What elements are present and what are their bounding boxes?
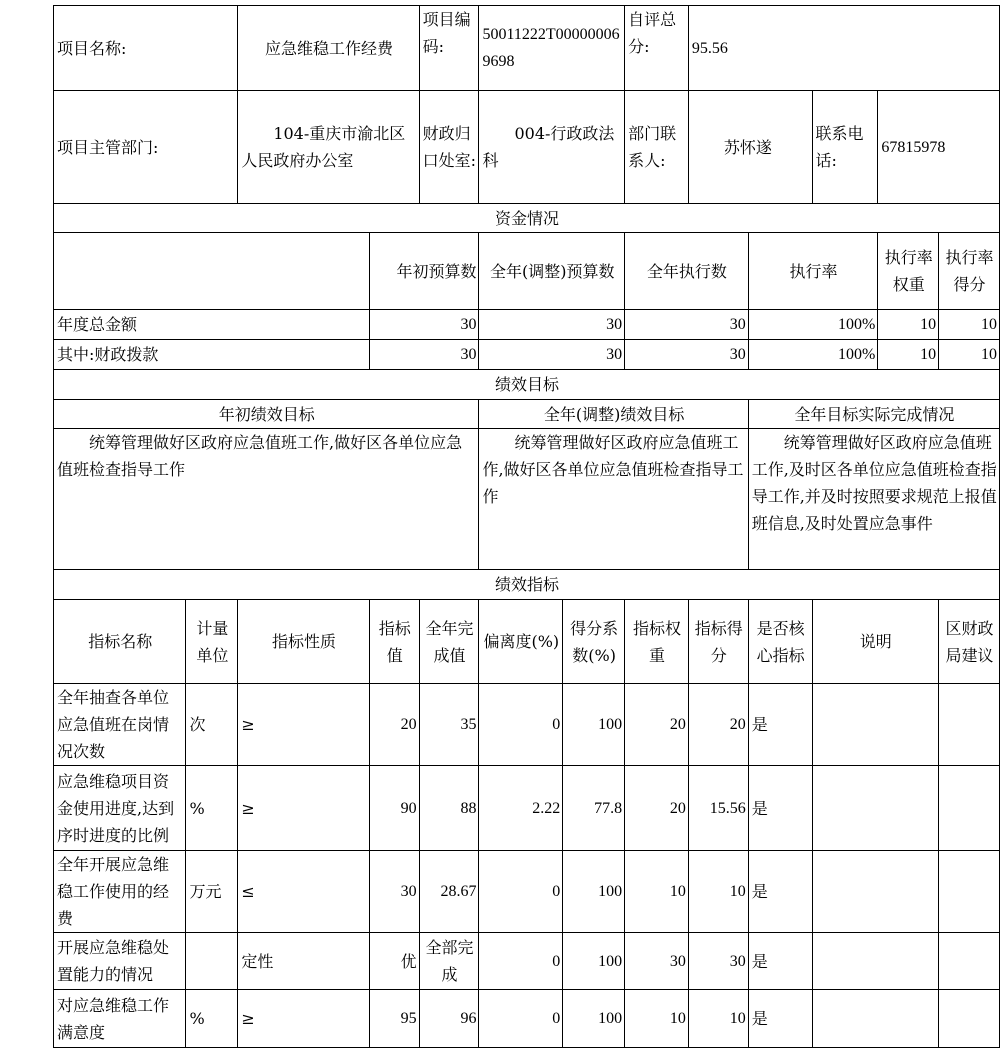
project-name-value: 应急维稳工作经费 [238, 6, 419, 91]
goals-actual-text: 统筹管理做好区政府应急值班工作,及时区各单位应急值班检查指导工作,并及时按照要求规范上报值班信息,及时处置应急事件 [748, 429, 999, 570]
project-code-label: 项目编码: [419, 6, 479, 91]
indicator-suggest [939, 684, 1000, 766]
funds-cell: 10 [878, 340, 939, 370]
indicator-note [812, 933, 939, 990]
indicator-header-nature: 指标性质 [238, 600, 369, 684]
funds-cell: 10 [939, 340, 1000, 370]
funds-row-label: 年度总金额 [54, 310, 370, 340]
dept-label: 项目主管部门: [54, 91, 238, 204]
goals-section-title: 绩效目标 [54, 370, 1000, 400]
indicator-nature: ≥ [238, 684, 369, 766]
indicator-core: 是 [748, 990, 812, 1048]
indicator-note [812, 990, 939, 1048]
indicator-header-note: 说明 [812, 600, 939, 684]
funds-cell: 30 [369, 310, 479, 340]
funds-row-total [54, 310, 1000, 340]
finance-office-value: 004-行政政法科 [479, 91, 625, 204]
indicator-deviation: 0 [479, 684, 563, 766]
indicator-weight: 10 [625, 851, 689, 933]
phone-label: 联系电话: [812, 91, 878, 204]
indicator-core: 是 [748, 684, 812, 766]
indicator-suggest [939, 851, 1000, 933]
indicator-suggest [939, 990, 1000, 1048]
funds-header-adjusted: 全年(调整)预算数 [479, 233, 625, 310]
indicator-actual: 全部完成 [419, 933, 479, 990]
indicator-row [54, 990, 1000, 1048]
project-code-value: 50011222T000000069698 [479, 6, 625, 91]
indicator-actual: 35 [419, 684, 479, 766]
funds-cell: 30 [625, 310, 749, 340]
indicator-suggest [939, 766, 1000, 851]
funds-cell: 10 [939, 310, 1000, 340]
indicator-note [812, 766, 939, 851]
indicator-target: 90 [369, 766, 419, 851]
indicators-header-row [54, 600, 1000, 684]
funds-row-fiscal [54, 340, 1000, 370]
indicator-deviation: 0 [479, 851, 563, 933]
phone-value: 67815978 [878, 91, 1000, 204]
finance-office-label: 财政归口处室: [419, 91, 479, 204]
goals-initial-text: 统筹管理做好区政府应急值班工作,做好区各单位应急值班检查指导工作 [54, 429, 479, 570]
indicator-deviation: 2.22 [479, 766, 563, 851]
funds-header-blank [54, 233, 370, 310]
performance-self-evaluation-table [53, 5, 1000, 1048]
funds-header-initial: 年初预算数 [369, 233, 479, 310]
indicator-unit: % [186, 766, 238, 851]
indicator-actual: 88 [419, 766, 479, 851]
self-score-value: 95.56 [688, 6, 999, 91]
indicator-header-core: 是否核心指标 [748, 600, 812, 684]
indicator-actual: 96 [419, 990, 479, 1048]
indicators-section-title: 绩效指标 [54, 570, 1000, 600]
indicator-target: 优 [369, 933, 419, 990]
indicator-row [54, 933, 1000, 990]
indicator-header-score: 指标得分 [688, 600, 748, 684]
indicator-header-deviation: 偏离度(%) [479, 600, 563, 684]
indicator-coef: 100 [563, 684, 625, 766]
dept-value: 104-重庆市渝北区人民政府办公室 [238, 91, 419, 204]
indicator-deviation: 0 [479, 990, 563, 1048]
funds-header-rate: 执行率 [748, 233, 878, 310]
indicator-unit: 次 [186, 684, 238, 766]
indicator-target: 30 [369, 851, 419, 933]
self-score-label: 自评总分: [625, 6, 689, 91]
indicator-coef: 100 [563, 851, 625, 933]
indicator-name: 对应急维稳工作满意度 [54, 990, 186, 1048]
indicator-row [54, 766, 1000, 851]
contact-label: 部门联系人: [625, 91, 689, 204]
goals-actual-header: 全年目标实际完成情况 [748, 400, 999, 429]
indicator-suggest [939, 933, 1000, 990]
funds-row-label: 其中:财政拨款 [54, 340, 370, 370]
indicator-header-unit: 计量单位 [186, 600, 238, 684]
indicator-weight: 20 [625, 766, 689, 851]
goals-adjusted-header: 全年(调整)绩效目标 [479, 400, 748, 429]
indicator-coef: 77.8 [563, 766, 625, 851]
funds-header-rate-score: 执行率得分 [939, 233, 1000, 310]
indicator-name: 全年抽查各单位应急值班在岗情况次数 [54, 684, 186, 766]
indicator-weight: 10 [625, 990, 689, 1048]
indicator-header-suggest: 区财政局建议 [939, 600, 1000, 684]
funds-cell: 100% [748, 310, 878, 340]
funds-header-row [54, 233, 1000, 310]
indicator-score: 20 [688, 684, 748, 766]
indicator-note [812, 851, 939, 933]
indicator-actual: 28.67 [419, 851, 479, 933]
indicator-nature: ≤ [238, 851, 369, 933]
indicator-core: 是 [748, 766, 812, 851]
indicator-deviation: 0 [479, 933, 563, 990]
indicator-name: 全年开展应急维稳工作使用的经费 [54, 851, 186, 933]
funds-cell: 30 [479, 340, 625, 370]
indicator-nature: 定性 [238, 933, 369, 990]
goals-header-row [54, 400, 1000, 429]
funds-header-rate-weight: 执行率权重 [878, 233, 939, 310]
indicator-coef: 100 [563, 990, 625, 1048]
indicator-header-coef: 得分系数(%) [563, 600, 625, 684]
indicator-core: 是 [748, 933, 812, 990]
indicator-score: 30 [688, 933, 748, 990]
indicator-header-weight: 指标权重 [625, 600, 689, 684]
indicator-header-target: 指标值 [369, 600, 419, 684]
funds-header-executed: 全年执行数 [625, 233, 749, 310]
indicator-header-actual: 全年完成值 [419, 600, 479, 684]
indicator-target: 20 [369, 684, 419, 766]
project-name-label: 项目名称: [54, 6, 238, 91]
indicator-score: 15.56 [688, 766, 748, 851]
indicator-note [812, 684, 939, 766]
indicator-weight: 30 [625, 933, 689, 990]
indicator-weight: 20 [625, 684, 689, 766]
funds-cell: 10 [878, 310, 939, 340]
indicator-core: 是 [748, 851, 812, 933]
indicator-unit: 万元 [186, 851, 238, 933]
indicator-target: 95 [369, 990, 419, 1048]
indicator-coef: 100 [563, 933, 625, 990]
funds-cell: 100% [748, 340, 878, 370]
funds-cell: 30 [369, 340, 479, 370]
funds-section-title: 资金情况 [54, 204, 1000, 233]
indicator-nature: ≥ [238, 990, 369, 1048]
indicator-score: 10 [688, 851, 748, 933]
indicator-score: 10 [688, 990, 748, 1048]
funds-cell: 30 [479, 310, 625, 340]
indicator-unit: % [186, 990, 238, 1048]
contact-value: 苏怀遂 [688, 91, 812, 204]
indicator-row [54, 851, 1000, 933]
indicator-header-name: 指标名称 [54, 600, 186, 684]
goals-initial-header: 年初绩效目标 [54, 400, 479, 429]
indicator-name: 应急维稳项目资金使用进度,达到序时进度的比例 [54, 766, 186, 851]
indicator-name: 开展应急维稳处置能力的情况 [54, 933, 186, 990]
funds-cell: 30 [625, 340, 749, 370]
project-info-row-2 [54, 91, 1000, 204]
indicator-nature: ≥ [238, 766, 369, 851]
indicator-unit [186, 933, 238, 990]
project-info-row-1 [54, 6, 1000, 91]
indicator-row [54, 684, 1000, 766]
goals-content-row [54, 429, 1000, 570]
goals-adjusted-text: 统筹管理做好区政府应急值班工作,做好区各单位应急值班检查指导工作 [479, 429, 748, 570]
